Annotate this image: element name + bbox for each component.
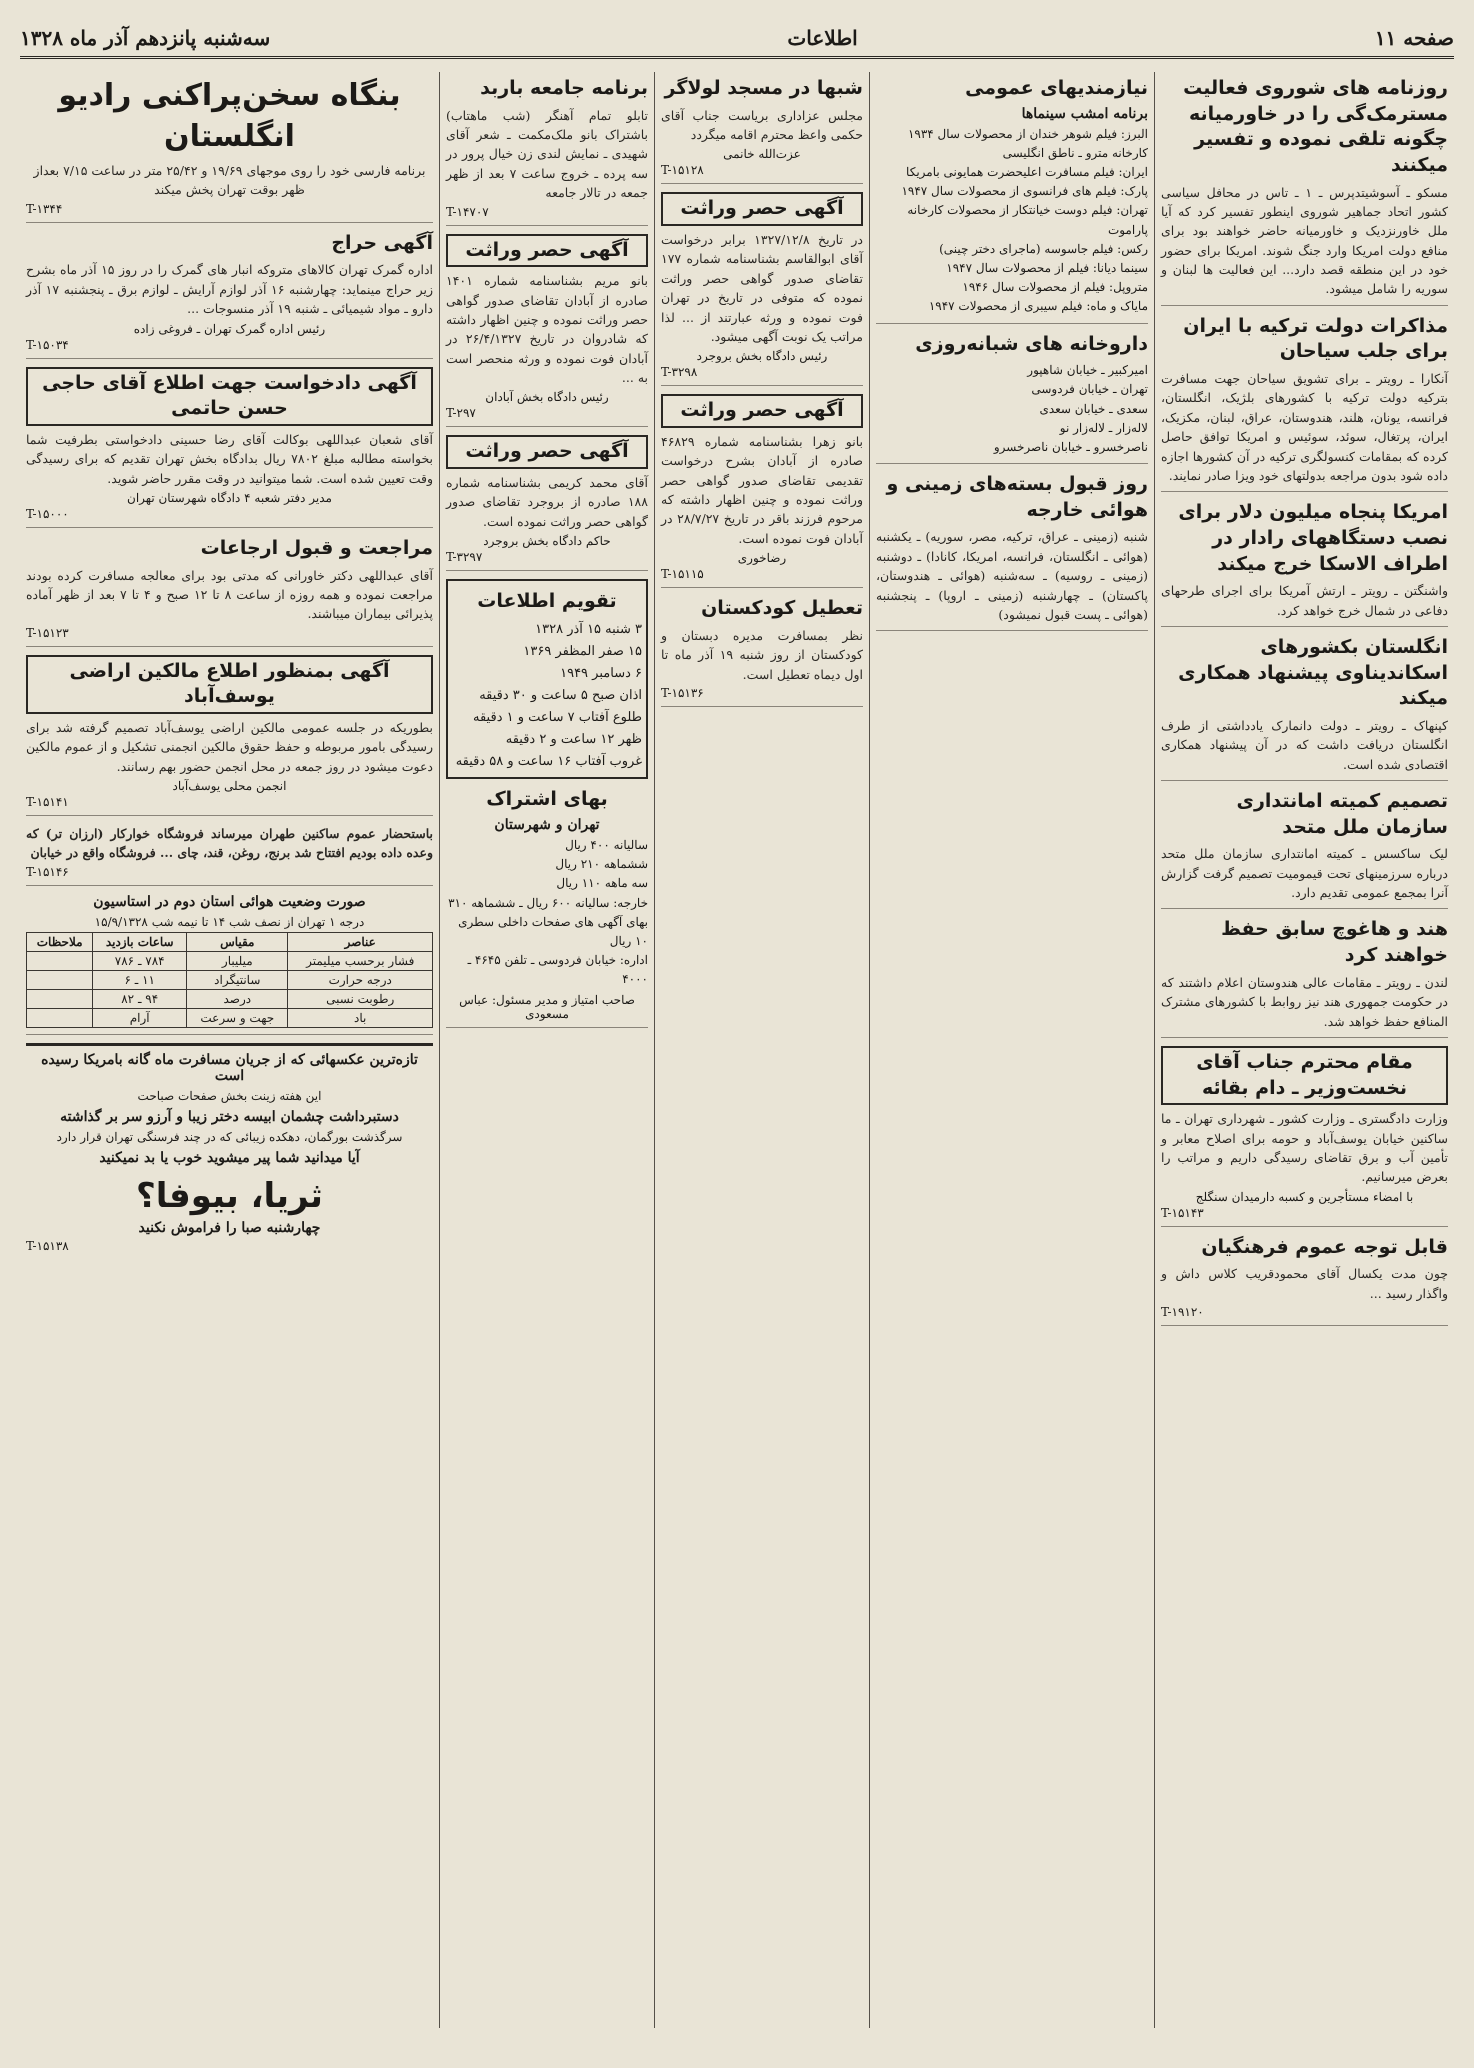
headline: هند و هاغوچ سابق حفظ خواهند کرد (1221, 918, 1448, 967)
signature: انجمن محلی یوسف‌آباد (172, 779, 287, 794)
article-body: آنکارا ـ رویتر ـ برای تشویق سیاحان جهت مسافرت بترکیه دولت ترکیه با کشورهای بلژیک، انگلستان، فرانسه، یونان، هلند، هندوستان، عراق، لبنان، مکزیک، ایران، پرتغال، سوئد، سوئیس و امریکا توافق حاصل کرده که بمقامات کنسولگری ترکیه در آن کشورها اجازه داده شود بدون مراجعه بدولتهای خود ویزا صادر نمایند. (1161, 371, 1448, 483)
cinema-item: البرز: فیلم شوهر خندان از محصولات سال ۱۹۳۴ کارخانه مترو ـ ناطق انگلیسی (907, 126, 1148, 160)
promo-headline: ثریا، بیوفا؟ (136, 1176, 323, 1217)
headline: شبها در مسجد لولاگر (664, 77, 863, 99)
article-body: باستحضار عموم ساکنین طهران میرساند فروشگاه خوارکار (ارزان تر) که وعده داده بودیم افتتاح شد برنج، روغن، قند، چای ... فروشگاه واقع در خیابان (26, 826, 433, 861)
column-ads (20, 72, 439, 2028)
article-soviet-press (1161, 76, 1448, 306)
ad-code: T-۱۵۰۳۴ (26, 337, 69, 352)
weather-table (26, 932, 433, 1028)
divider (26, 1043, 433, 1046)
ad-court-notice (26, 367, 433, 528)
article-cinemas (876, 76, 1148, 324)
headline: آگهی حصر وراثت (446, 435, 648, 469)
article-body: وزارت دادگستری ـ وزارت کشور ـ شهرداری تهران ـ ما ساکنین خیابان یوسف‌آباد و حومه برای اصلاح معابر و تأمین آب و برق تقاضای رسیدگی داریم و مراتب را بعرض میرسانیم. (1161, 1111, 1448, 1185)
calendar-row: ۱۵ صفر المظفر ۱۳۶۹ (523, 643, 642, 659)
headline: انگلستان بکشورهای اسکاندیناوی پیشنهاد همکاری میکند (1178, 636, 1448, 710)
table-cell: جهت و سرعت (187, 1009, 288, 1028)
promo-line: تازه‌ترین عکسهائی که از جریان مسافرت ماه گانه بامریکا رسیده است (41, 1052, 418, 1085)
ad-doctor-return (26, 536, 433, 647)
article-inheritance-2 (661, 394, 863, 588)
subheadline: برنامه امشب سینماها (1021, 105, 1148, 122)
table-cell: میلیبار (187, 952, 288, 971)
ad-code: T-۱۳۴۴ (26, 201, 63, 216)
table-cell: فشار برحسب میلیمتر (288, 952, 433, 971)
ad-code: T-۱۵۱۴۶ (26, 864, 69, 879)
table-cell: ۹۴ ـ ۸۲ (93, 990, 187, 1009)
ad-code: T-۳۲۹۸ (661, 365, 698, 380)
article-body: در تاریخ ۱۳۲۷/۱۲/۸ برابر درخواست آقای ابوالقاسم بشناسنامه شماره ۱۷۷ تقاضای صدور گواهی حصر وراثت نموده که متوفی در تاریخ در تهران فوت نموده و ورثه عبارتند از ... لذا مراتب یک نوبت آگهی میشود. (661, 232, 863, 344)
subscription-row: سالیانه ۴۰۰ ریال (565, 838, 648, 853)
headline: آگهی حصر وراثت (446, 234, 648, 268)
ad-code: T-۱۹۱۲۰ (1161, 1305, 1204, 1320)
pharmacy-item: سعدی ـ خیابان سعدی (1039, 401, 1148, 416)
headline: روز قبول بسته‌های زمینی و هوائی خارجه (886, 473, 1148, 521)
table-cell (27, 990, 93, 1009)
table-cell (27, 952, 93, 971)
table-row (27, 971, 433, 990)
signature: حاکم دادگاه بخش بروجرد (483, 534, 611, 549)
table-cell: آرام (93, 1009, 187, 1028)
article-body: چون مدت یکسال آقای محمودقریب کلاس داش و واگذار رسید ... (1161, 1266, 1448, 1301)
ad-code: T-۲۹۷ (446, 406, 476, 421)
promo-footer: چهارشنبه صبا را فراموش نکنید (138, 1220, 321, 1237)
article-body: برنامه فارسی خود را روی موجهای ۱۹/۶۹ و ۲۵/۴۲ متر در ساعت ۷/۱۵ بعداز ظهر بوقت تهران پخش میکند (33, 163, 426, 198)
headline: امریکا پنجاه میلیون دلار برای نصب دستگاههای رادار در اطراف الاسکا خرج میکند (1178, 501, 1448, 575)
promo-line: دستبرداشت چشمان ابیسه دختر زیبا و آرزو سر بر گذاشته (60, 1109, 399, 1126)
pharmacy-item: لاله‌زار ـ لاله‌زار نو (1059, 420, 1148, 435)
article-parcels (876, 472, 1148, 631)
signature: با امضاء مستأجرین و کسبه دارمیدان سنگلج (1195, 1189, 1414, 1204)
ad-code: T-۱۵۱۳۸ (26, 1239, 69, 1254)
calendar-row: ۶ دسامبر ۱۹۴۹ (560, 666, 642, 681)
article-inheritance-3 (446, 234, 648, 428)
column-news (1154, 72, 1454, 2028)
headline: روزنامه های شوروی فعالیت مسترمک‌گی را در خاورمیانه چگونه تلقی نموده و تفسیر میکنند (1183, 77, 1448, 176)
article-body: آقای محمد کریمی بشناسنامه شماره ۱۸۸ صادره از بروجرد تقاضای صدور گواهی حصر وراثت نموده است. (446, 475, 648, 529)
ad-bbc-radio (26, 76, 433, 223)
calendar-box (446, 579, 648, 779)
page-number: صفحه ۱۱ (1374, 26, 1454, 50)
calendar-row: غروب آفتاب ۱۶ ساعت و ۵۸ دقیقه (455, 754, 642, 770)
ad-code: T-۳۲۹۷ (446, 550, 483, 565)
cinema-item: تهران: فیلم دوست خیانتکار از محصولات کارخانه پاراموت (907, 203, 1148, 237)
calendar-row: ظهر ۱۲ ساعت و ۲ دقیقه (505, 732, 642, 748)
headline: آگهی دادخواست جهت اطلاع آقای حاجی حسن حاتمی (26, 367, 433, 426)
publisher-line: صاحب امتیاز و مدیر مسئول: عباس مسعودی (459, 992, 635, 1021)
weather-report (26, 894, 433, 1035)
article-turkey-tourism (1161, 314, 1448, 493)
article-inheritance-1 (661, 192, 863, 386)
table-cell: ۱۱ ـ ۶ (93, 971, 187, 990)
weather-subtitle: درجه ۱ تهران از نصف شب ۱۴ تا نیمه شب ۱۵/۹/۱۳۲۸ (94, 914, 365, 929)
ad-auction (26, 231, 433, 359)
promo-line: آیا میدانید شما پیر میشوید خوب یا بد نمیکنید (99, 1150, 360, 1167)
cinema-item: متروپل: فیلم از محصولات سال ۱۹۴۶ (962, 280, 1148, 295)
table-row (27, 990, 433, 1009)
columns (20, 72, 1454, 2028)
ad-code: T-۱۵۱۱۵ (661, 567, 704, 582)
signature: عزت‌الله خانمی (723, 147, 801, 162)
article-pharmacies (876, 332, 1148, 465)
signature: رضاخوری (737, 551, 787, 566)
article-body: مجلس عزاداری بریاست جناب آقای حکمی واعظ محترم اقامه میگردد (661, 107, 863, 143)
headline: آگهی بمنظور اطلاع مالکین اراضی یوسف‌آباد (26, 655, 433, 714)
column-notices-a (654, 72, 869, 2028)
table-cell: باد (288, 1009, 433, 1028)
table-header: ملاحظات (27, 933, 93, 952)
ad-code: T-۱۵۱۲۸ (661, 163, 704, 178)
headline: آگهی حصر وراثت (661, 192, 863, 226)
calendar-title: تقویم اطلاعات (477, 590, 617, 613)
headline: تعطیل کودکستان (701, 597, 863, 620)
newspaper-name: اطلاعات (787, 26, 858, 50)
ad-saba-magazine (26, 1052, 433, 1253)
headline: آگهی حصر وراثت (661, 394, 863, 428)
article-body: شنبه (زمینی ـ عراق، ترکیه، مصر، سوریه) ـ یکشنبه (هوائی ـ انگلستان، فرانسه، امریکا، کانادا) ـ دوشنبه (زمینی ـ روسیه) ـ سه‌شنبه (هوائی ـ هندوستان، پاکستان) ـ چهارشنبه (زمینی ـ اروپا) ـ پنجشنبه (هوائی ـ پست قبول نمیشود) (876, 529, 1148, 622)
weather-title: صورت وضعیت هوائی استان دوم در استاسیون (93, 893, 366, 910)
table-cell (27, 971, 93, 990)
calendar-row: ۳ شنبه ۱۵ آذر ۱۳۲۸ (535, 621, 642, 637)
article-body: مسکو ـ آسوشیتدپرس ـ ۱ ـ تاس در محافل سیاسی کشور اتحاد جماهیر شوروی اینطور تفسیر کرد که آیا ملل خاورنزدیک و خاورمیانه حاضر خواهند بود برای منافع دولت امریکا وارد جنگ شوند. امریکا برای حضور خود در این منطقه قصد دارد... این فعالیت ها لبنان و سوریه را شامل میشود. (1161, 184, 1449, 297)
headline: تصمیم کمیته امانتداری سازمان ملل متحد (1236, 790, 1448, 838)
headline: داروخانه های شبانه‌روزی (915, 332, 1148, 355)
promo-line: این هفته زینت بخش صفحات صباحت (137, 1089, 322, 1104)
pharmacy-item: امیرکبیر ـ خیابان شاهپور (1027, 363, 1148, 378)
table-cell: سانتیگراد (187, 971, 288, 990)
article-scandinavia (1161, 635, 1448, 781)
subscription-row: ششماهه ۲۱۰ ریال (555, 857, 648, 872)
ad-code: T-۱۵۰۰۰ (26, 506, 69, 521)
headline: قابل توجه عموم فرهنگیان (1201, 1235, 1448, 1258)
article-body: لندن ـ رویتر ـ مقامات عالی هندوستان اعلام داشتند که در حکومت جمهوری هند نیز روابط با کشورهای مشترک المنافع حفظ خواهد شد. (1161, 974, 1448, 1029)
cinema-item: رکس: فیلم جاسوسه (ماجرای دختر چینی) (939, 241, 1148, 256)
headline: مذاکرات دولت ترکیه با ایران برای جلب سیاحان (1183, 314, 1448, 363)
cinema-item: سینما دیانا: فیلم از محصولات سال ۱۹۴۷ (946, 260, 1148, 275)
article-body: تابلو تمام آهنگر (شب ماهتاب) باشتراک بانو ملک‌مکمت ـ شعر آقای شهیدی ـ نمایش لندی زن خیال پرور در سه پرده ـ خروج ساعت ۷ بعد از ظهر جمعه در تالار جامعه (446, 107, 648, 201)
article-teachers (1161, 1235, 1448, 1326)
article-india (1161, 917, 1448, 1037)
ad-code: T-۱۵۱۳۶ (661, 685, 704, 700)
article-body: لیک ساکسس ـ کمیته امانتداری سازمان ملل متحد درباره سرزمینهای تحت قیمومیت تصمیم گرفت گزارش آنرا بمجمع عمومی تقدیم دارد. (1161, 846, 1448, 901)
article-body: اداره گمرک تهران کالاهای متروکه انبار های گمرک را در روز ۱۵ آذر ماه بشرح زیر حراج مینماید: چهارشنبه ۱۶ آذر لوازم آرایش ـ لوازم برق ـ پنجشنبه ۱۷ آذر دارو ـ مواد شیمیائی ـ شنبه ۱۹ آذر منسوجات ... (26, 262, 433, 317)
table-row (27, 952, 433, 971)
subscription-note: بهای آگهی های صفحات داخلی سطری ۱۰ ریال (458, 914, 648, 949)
headline: مقام محترم جناب آقای نخست‌وزیر ـ دام‌ بقائه (1161, 1046, 1448, 1105)
ad-yusefabad (26, 655, 433, 816)
table-header: عناصر (288, 933, 433, 952)
article-body: کپنهاک ـ رویتر ـ دولت دانمارک یادداشتی از طرف انگلستان دریافت داشت که در آن پیشنهاد همکاری اقتصادی شده است. (1161, 717, 1448, 772)
article-body: بطوریکه در جلسه عمومی مالکین اراضی یوسف‌آباد تصمیم گرفته شد برای رسیدگی بامور مربوطه و حفظ حقوق مالکین انجمنی تشکیل و از عموم مالکین دعوت میشود در روز جمعه در محل انجمن حضور بهم رسانند. (26, 719, 433, 774)
ad-code: T-۱۵۱۲۳ (26, 625, 69, 640)
ad-code: T-۱۵۱۴۳ (1161, 1205, 1204, 1220)
newspaper-page (20, 20, 1454, 2028)
column-public-needs (869, 72, 1154, 2028)
article-body: نظر بمسافرت مدیره دبستان و کودکستان از روز شنبه ۱۹ آذر ماه تا اول دیماه تعطیل است. (661, 627, 863, 682)
table-header: ساعات بازدید (93, 933, 187, 952)
headline: نیازمندیهای عمومی (965, 77, 1148, 99)
cinema-item: مایاک و ماه: فیلم سیبری از محصولات ۱۹۴۷ (928, 299, 1148, 314)
article-alaska-radar (1161, 500, 1448, 627)
signature: رئیس دادگاه بخش آبادان (485, 390, 609, 405)
cinema-item: پارک: فیلم های فرانسوی از محصولات سال ۱۹۴۷ (901, 184, 1148, 199)
table-cell: درصد (187, 990, 288, 1009)
table-cell: درجه حرارت (288, 971, 433, 990)
office-address: اداره: خیابان فردوسی ـ تلفن ۴۶۴۵ ـ ۴۰۰۰ (467, 953, 648, 987)
article-petition (1161, 1046, 1448, 1227)
subscription-title: بهای اشتراک (486, 788, 608, 811)
table-cell: ۷۸۴ ـ ۷۸۶ (93, 952, 187, 971)
article-body: آقای عبداللهی دکتر خاورانی که مدتی بود برای معالجه مسافرت کرده بودند مراجعت نموده و همه روزه از ساعت ۸ تا ۱۲ صبح و ۴ تا ۷ بعد از ظهر آماده پذیرائی بیماران میباشند. (26, 567, 433, 622)
page-header (20, 20, 1454, 59)
ad-shop (26, 824, 433, 886)
column-notices-b (439, 72, 654, 2028)
article-body: واشنگتن ـ رویتر ـ ارتش آمریکا برای اجرای طرحهای دفاعی در شمال خرج خواهد کرد. (1161, 583, 1448, 618)
issue-date: سه‌شنبه پانزدهم آذر ماه ۱۳۲۸ (20, 26, 271, 50)
article-un-trusteeship (1161, 789, 1448, 909)
article-mosque (661, 76, 863, 184)
calendar-row: اذان صبح ۵ ساعت و ۳۰ دقیقه (479, 688, 642, 704)
table-header-row (27, 933, 433, 952)
subscription-subtitle: تهران و شهرستان (494, 817, 600, 834)
article-body: بانو زهرا بشناسنامه شماره ۴۶۸۲۹ صادره از آبادان بشرح درخواست تقدیمی تقاضای صدور گواهی حصر وراثت نموده و چنین اظهار داشته که مرحوم فرزند باقر در تاریخ ۲۸/۷/۲۷ در آبادان فوت نموده است. (661, 433, 864, 546)
table-header: مقیاس (187, 933, 288, 952)
cinema-list (876, 125, 1148, 317)
headline: بنگاه سخن‌پراکنی رادیو انگلستان (58, 78, 401, 154)
table-cell: رطوبت نسبی (288, 990, 433, 1009)
subscription-box (446, 787, 648, 1027)
headline: برنامه جامعه باربد (480, 77, 648, 99)
promo-line: سرگذشت بورگمان، دهکده زیبائی که در چند فرسنگی تهران قرار دارد (56, 1130, 403, 1145)
subscription-row: سه ماهه ۱۱۰ ریال (556, 876, 648, 891)
subscription-row: خارجه: سالیانه ۶۰۰ ریال ـ ششماهه ۳۱۰ (448, 895, 648, 910)
article-body: بانو مریم بشناسنامه شماره ۱۴۰۱ صادره از آبادان تقاضای صدور گواهی حصر وراثت نموده و چنین اظهار داشته که شادروان در تاریخ ۲۶/۴/۱۳۲۷ در آبادان فوت نموده و ورثه منحصر است به ... (446, 273, 648, 386)
table-row (27, 1009, 433, 1028)
article-barbad (446, 76, 648, 226)
headline: آگهی حراج (331, 231, 433, 254)
ad-code: T-۱۵۱۴۱ (26, 795, 69, 810)
article-kindergarten (661, 596, 863, 707)
signature: رئیس اداره گمرک تهران ـ فروغی زاده (133, 321, 326, 336)
pharmacy-item: تهران ـ خیابان فردوسی (1031, 382, 1148, 397)
article-inheritance-4 (446, 435, 648, 571)
ad-code: T-۱۴۷۰۷ (446, 204, 489, 219)
cinema-item: ایران: فیلم مسافرت اعلیحضرت همایونی بامریکا (906, 165, 1148, 180)
article-body: آقای شعبان عبداللهی بوکالت آقای رضا حسینی دادخواستی بطرفیت شما بخواسته مطالبه مبلغ ۷۸۰۲ ریال بدادگاه بخش تهران تقدیم که برای رسیدگی وقت تعیین شده است. شما میتوانید در وقت مقرر حاضر شوید. (26, 431, 433, 486)
calendar-row: طلوع آفتاب ۷ ساعت و ۱ دقیقه (473, 710, 642, 726)
table-cell (27, 1009, 93, 1028)
pharmacy-item: ناصرخسرو ـ خیابان ناصرخسرو (993, 439, 1148, 454)
signature: مدیر دفتر شعبه ۴ دادگاه شهرستان تهران (127, 490, 332, 505)
signature: رئیس دادگاه بخش بروجرد (696, 349, 828, 364)
headline: مراجعت و قبول ارجاعات (200, 536, 433, 559)
